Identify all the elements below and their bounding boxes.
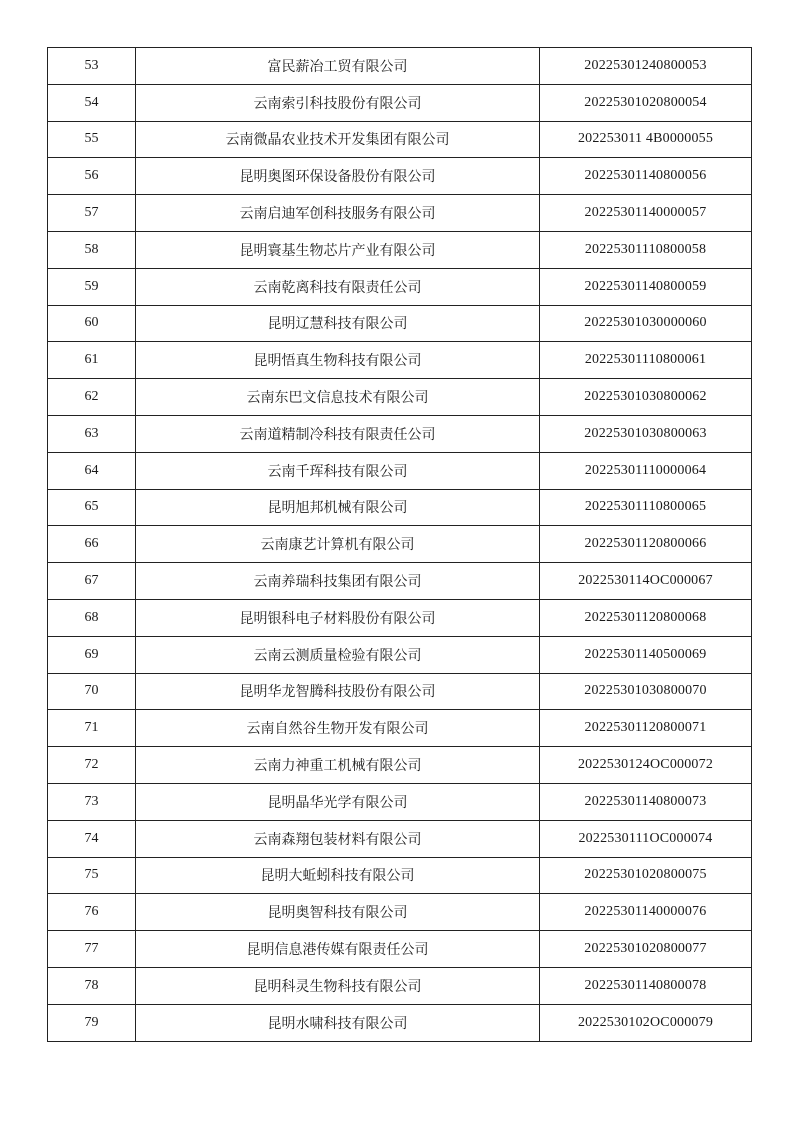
table-row bbox=[48, 894, 752, 931]
company-name-cell: 云南力神重工机械有限公司 bbox=[136, 747, 540, 784]
row-number-cell: 76 bbox=[48, 894, 136, 931]
company-name-cell: 昆明水啸科技有限公司 bbox=[136, 1004, 540, 1041]
company-list-table bbox=[47, 47, 752, 1042]
company-name-cell: 昆明晶华光学有限公司 bbox=[136, 783, 540, 820]
row-number-cell: 75 bbox=[48, 857, 136, 894]
registration-code-cell: 202253011 4B0000055 bbox=[540, 121, 752, 158]
table-row bbox=[48, 158, 752, 195]
company-name-cell: 昆明华龙智腾科技股份有限公司 bbox=[136, 673, 540, 710]
row-number-cell: 72 bbox=[48, 747, 136, 784]
company-name-cell: 云南千珲科技有限公司 bbox=[136, 452, 540, 489]
company-name-cell: 昆明信息港传媒有限责任公司 bbox=[136, 931, 540, 968]
registration-code-cell: 20225301140800059 bbox=[540, 268, 752, 305]
company-name-cell: 富民薪冶工贸有限公司 bbox=[136, 48, 540, 85]
row-number-cell: 66 bbox=[48, 526, 136, 563]
table-row bbox=[48, 452, 752, 489]
registration-code-cell: 20225301240800053 bbox=[540, 48, 752, 85]
row-number-cell: 79 bbox=[48, 1004, 136, 1041]
row-number-cell: 68 bbox=[48, 599, 136, 636]
row-number-cell: 63 bbox=[48, 415, 136, 452]
company-name-cell: 云南养瑞科技集团有限公司 bbox=[136, 563, 540, 600]
table-row bbox=[48, 967, 752, 1004]
table-row bbox=[48, 599, 752, 636]
row-number-cell: 62 bbox=[48, 379, 136, 416]
table-row bbox=[48, 121, 752, 158]
registration-code-cell: 20225301030800063 bbox=[540, 415, 752, 452]
table-row bbox=[48, 673, 752, 710]
table-row bbox=[48, 231, 752, 268]
table-row bbox=[48, 563, 752, 600]
registration-code-cell: 2022530124OC000072 bbox=[540, 747, 752, 784]
registration-code-cell: 20225301140000057 bbox=[540, 195, 752, 232]
table-row bbox=[48, 820, 752, 857]
company-name-cell: 云南微晶农业技术开发集团有限公司 bbox=[136, 121, 540, 158]
table-row bbox=[48, 48, 752, 85]
registration-code-cell: 20225301140800056 bbox=[540, 158, 752, 195]
registration-code-cell: 20225301140800078 bbox=[540, 967, 752, 1004]
row-number-cell: 64 bbox=[48, 452, 136, 489]
registration-code-cell: 20225301120800071 bbox=[540, 710, 752, 747]
table-row bbox=[48, 342, 752, 379]
company-name-cell: 昆明科灵生物科技有限公司 bbox=[136, 967, 540, 1004]
company-name-cell: 昆明银科电子材料股份有限公司 bbox=[136, 599, 540, 636]
company-name-cell: 云南森翔包装材料有限公司 bbox=[136, 820, 540, 857]
row-number-cell: 61 bbox=[48, 342, 136, 379]
company-name-cell: 昆明奥智科技有限公司 bbox=[136, 894, 540, 931]
row-number-cell: 56 bbox=[48, 158, 136, 195]
table-row bbox=[48, 489, 752, 526]
row-number-cell: 53 bbox=[48, 48, 136, 85]
company-name-cell: 云南东巴文信息技术有限公司 bbox=[136, 379, 540, 416]
company-name-cell: 云南云测质量检验有限公司 bbox=[136, 636, 540, 673]
row-number-cell: 74 bbox=[48, 820, 136, 857]
table-row bbox=[48, 747, 752, 784]
company-name-cell: 云南道精制冷科技有限责任公司 bbox=[136, 415, 540, 452]
row-number-cell: 60 bbox=[48, 305, 136, 342]
table-row bbox=[48, 931, 752, 968]
company-name-cell: 云南启迪军创科技服务有限公司 bbox=[136, 195, 540, 232]
company-name-cell: 昆明寰基生物芯片产业有限公司 bbox=[136, 231, 540, 268]
table-row bbox=[48, 857, 752, 894]
row-number-cell: 78 bbox=[48, 967, 136, 1004]
row-number-cell: 54 bbox=[48, 84, 136, 121]
table-row bbox=[48, 783, 752, 820]
registration-code-cell: 20225301120800066 bbox=[540, 526, 752, 563]
registration-code-cell: 20225301030800070 bbox=[540, 673, 752, 710]
table-body bbox=[48, 48, 752, 1042]
registration-code-cell: 20225301110000064 bbox=[540, 452, 752, 489]
registration-code-cell: 20225301140800073 bbox=[540, 783, 752, 820]
row-number-cell: 58 bbox=[48, 231, 136, 268]
table-row bbox=[48, 636, 752, 673]
registration-code-cell: 2022530114OC000067 bbox=[540, 563, 752, 600]
registration-code-cell: 20225301020800077 bbox=[540, 931, 752, 968]
registration-code-cell: 20225301140000076 bbox=[540, 894, 752, 931]
table-row bbox=[48, 710, 752, 747]
company-name-cell: 云南自然谷生物开发有限公司 bbox=[136, 710, 540, 747]
table-row bbox=[48, 305, 752, 342]
company-name-cell: 云南乾离科技有限责任公司 bbox=[136, 268, 540, 305]
row-number-cell: 65 bbox=[48, 489, 136, 526]
row-number-cell: 59 bbox=[48, 268, 136, 305]
registration-code-cell: 20225301030800062 bbox=[540, 379, 752, 416]
registration-code-cell: 20225301120800068 bbox=[540, 599, 752, 636]
company-name-cell: 昆明旭邦机械有限公司 bbox=[136, 489, 540, 526]
row-number-cell: 71 bbox=[48, 710, 136, 747]
table-row bbox=[48, 379, 752, 416]
registration-code-cell: 20225301140500069 bbox=[540, 636, 752, 673]
row-number-cell: 73 bbox=[48, 783, 136, 820]
table-row bbox=[48, 84, 752, 121]
registration-code-cell: 20225301020800075 bbox=[540, 857, 752, 894]
row-number-cell: 69 bbox=[48, 636, 136, 673]
table-row bbox=[48, 415, 752, 452]
table-row bbox=[48, 268, 752, 305]
registration-code-cell: 20225301110800065 bbox=[540, 489, 752, 526]
row-number-cell: 55 bbox=[48, 121, 136, 158]
registration-code-cell: 2022530111OC000074 bbox=[540, 820, 752, 857]
company-name-cell: 昆明悟真生物科技有限公司 bbox=[136, 342, 540, 379]
row-number-cell: 57 bbox=[48, 195, 136, 232]
row-number-cell: 67 bbox=[48, 563, 136, 600]
table-row bbox=[48, 1004, 752, 1041]
registration-code-cell: 20225301020800054 bbox=[540, 84, 752, 121]
company-name-cell: 云南索引科技股份有限公司 bbox=[136, 84, 540, 121]
registration-code-cell: 2022530102OC000079 bbox=[540, 1004, 752, 1041]
company-name-cell: 昆明奥图环保设备股份有限公司 bbox=[136, 158, 540, 195]
company-name-cell: 昆明辽慧科技有限公司 bbox=[136, 305, 540, 342]
table-row bbox=[48, 526, 752, 563]
company-name-cell: 云南康艺计算机有限公司 bbox=[136, 526, 540, 563]
registration-code-cell: 20225301030000060 bbox=[540, 305, 752, 342]
company-name-cell: 昆明大蚯蚓科技有限公司 bbox=[136, 857, 540, 894]
row-number-cell: 77 bbox=[48, 931, 136, 968]
table-row bbox=[48, 195, 752, 232]
registration-code-cell: 20225301110800061 bbox=[540, 342, 752, 379]
registration-code-cell: 20225301110800058 bbox=[540, 231, 752, 268]
row-number-cell: 70 bbox=[48, 673, 136, 710]
